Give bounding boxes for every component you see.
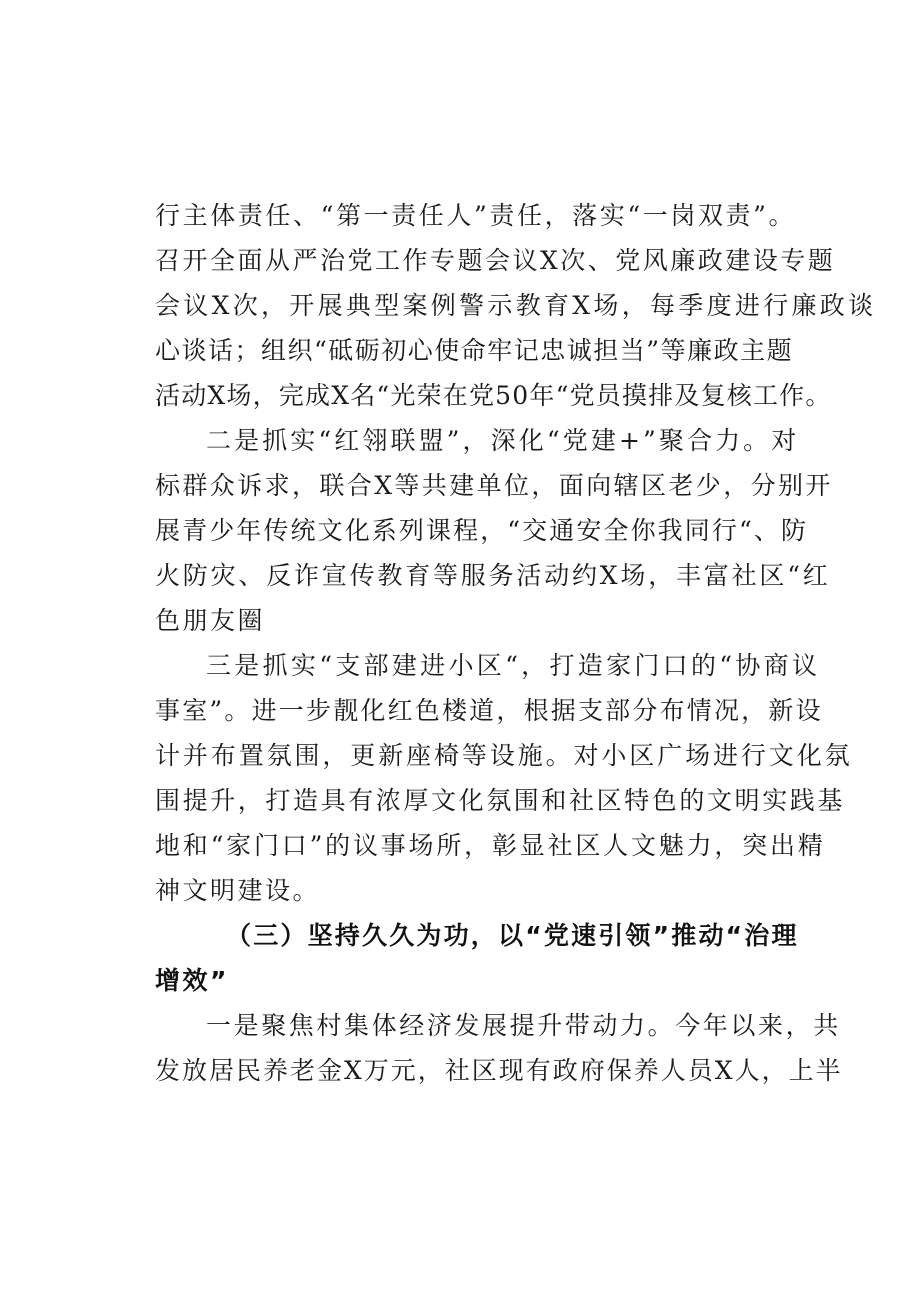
body-text-line: 心谈话；组织“砥砺初心使命牢记忠诚担当”等廉政主题 [155,336,794,365]
body-text-line: 围提升，打造具有浓厚文化氛围和社区特色的文明实践基 [155,786,846,815]
body-text-line: 火防灾、反诈宣传教育等服务活动约X场，丰富社区“红 [155,561,831,590]
body-text-line: 标群众诉求，联合X等共建单位，面向辖区老少，分别开 [155,471,833,500]
section-heading: （三）坚持久久为功，以“党速引领”推动“治理 [226,921,799,950]
body-text-line: 地和“家门口”的议事场所，彰显社区人文魅力，突出精 [155,831,826,860]
paragraph-4-line: 一是聚焦村集体经济发展提升带动力。今年以来，共 [206,1011,841,1040]
paragraph-2-line: 二是抓实“红翎联盟”，深化“党建+”聚合力。对 [206,426,800,455]
body-text-line: 会议X次，开展典型案例警示教育X场，每季度进行廉政谈 [155,291,877,320]
body-text-line: 行主体责任、“第一责任人”责任，落实“一岗双责”。 [155,201,797,230]
body-text-line: 召开全面从严治党工作专题会议X次、党风廉政建设专题 [155,246,836,275]
body-text-line: 活动X场，完成X名“光荣在党50年“党员摸排及复核工作。 [155,381,832,410]
body-text-line: 事室”。进一步靓化红色楼道，根据支部分布情况，新设 [155,696,823,725]
body-text-line: 展青少年传统文化系列课程，“交通安全你我同行“、防 [155,516,809,545]
paragraph-3-line: 三是抓实“支部建进小区“，打造家门口的“协商议 [206,651,821,680]
body-text-line: 色朋友圈 [155,606,266,635]
body-text-line: 发放居民养老金X万元，社区现有政府保养人员X人，上半 [155,1056,843,1085]
section-heading-continued: 增效” [155,966,229,995]
body-text-line: 神文明建设。 [155,876,321,905]
body-text-line: 计并布置氛围，更新座椅等设施。对小区广场进行文化氛 [155,741,853,770]
